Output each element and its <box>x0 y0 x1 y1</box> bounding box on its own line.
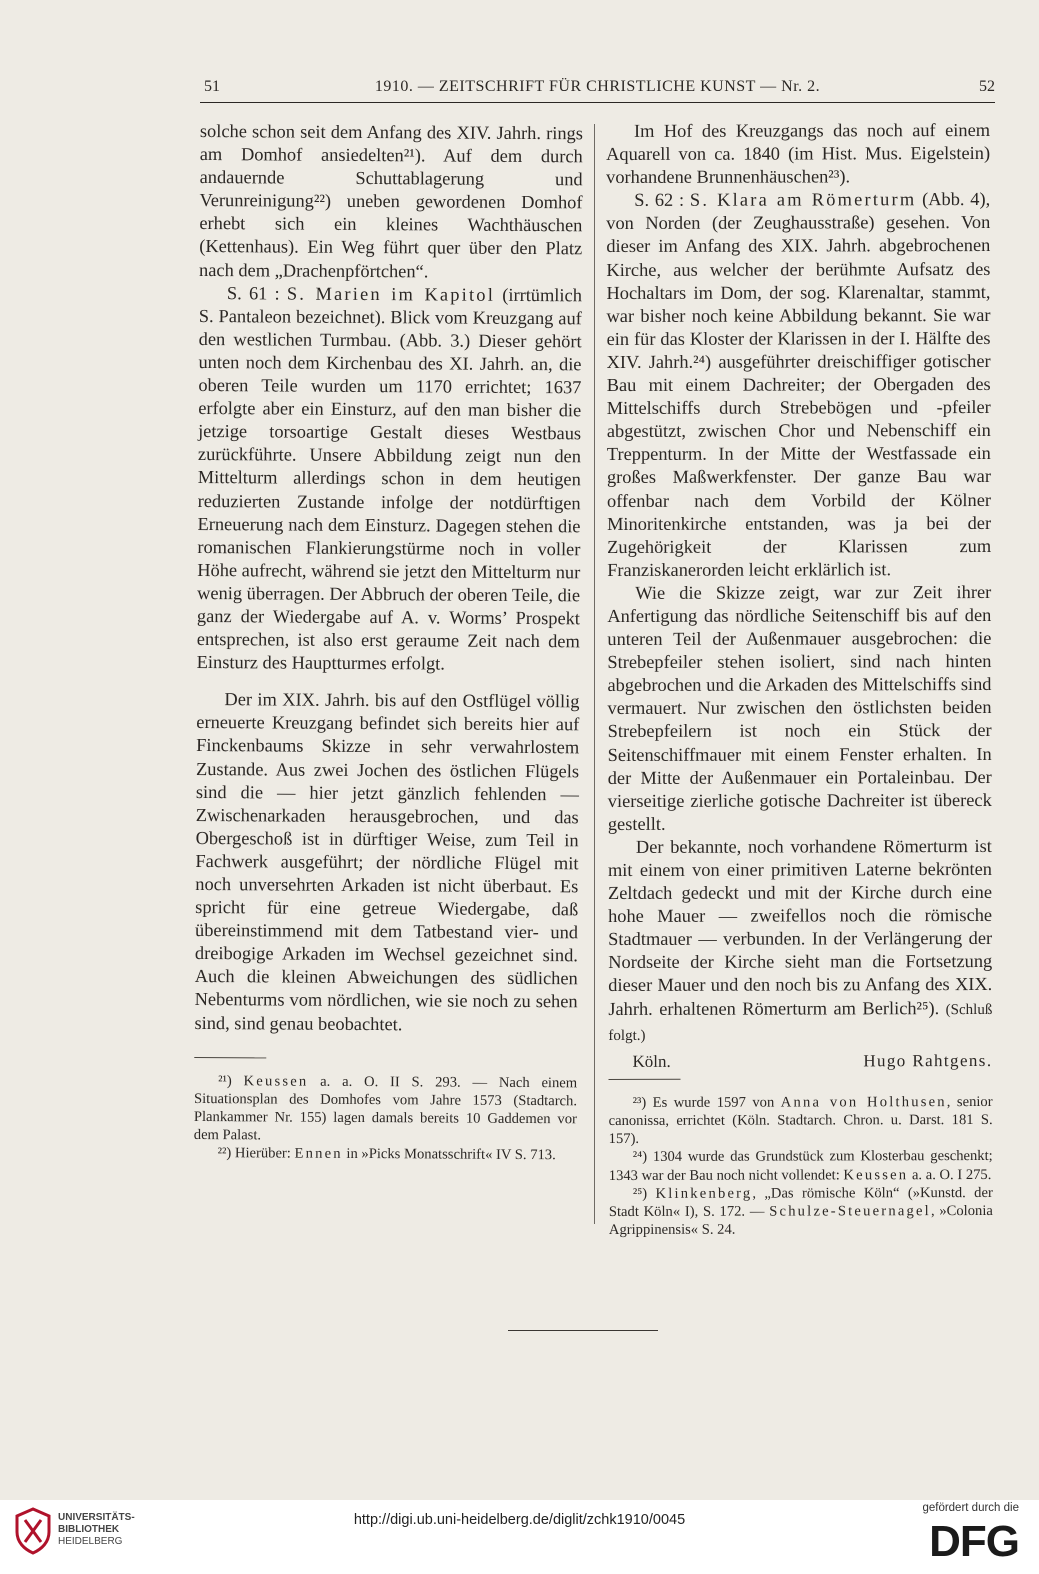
text-span: ²²) Hierüber: <box>217 1145 295 1163</box>
spaced-name: S. Marien im Kapitol <box>286 283 496 305</box>
paragraph: solche schon seit dem Anfang des XIV. Jahrh. rings am Domhof ansiedelten²¹). Auf dem durch andauernde Schuttablagerung und Verunreinigung²²) uneben gewordenen Domhof erhebt sich ein kleines Wachthäuschen (Kettenhaus). Ein Weg führt quer über den Platz nach dem „Drachenpförtchen“. <box>199 120 583 281</box>
paragraph <box>197 282 582 677</box>
left-column <box>194 120 583 1165</box>
text-span: a. a. O. II S. 293. — Nach einem Situationsplan des Domhofes vom Jahre 1573 (Stadtarch. Plankammer Nr. 155) lagen damals bereits 10 Gaddemen vor dem Palast. <box>193 1073 578 1144</box>
page-number-right: 52 <box>979 78 995 95</box>
spaced-name: Klinkenberg <box>655 1185 753 1202</box>
text-span: S. 61 : <box>226 282 287 304</box>
dfg-logo: DFG <box>929 1517 1019 1566</box>
footnote-rule <box>194 1057 266 1058</box>
header-rule <box>200 102 995 103</box>
text-span: , „Das römische Köln“ (»Kunstd. der Stadt Köln« I), S. 172. — <box>608 1184 993 1221</box>
end-rule <box>508 1330 658 1331</box>
paragraph <box>606 188 991 582</box>
text-span: (Abb. 4), von Norden (der Zeughausstraße) gesehen. Von dieser im Anfang des XIX. Jahrh. abgebrochenen Kirche, aus welcher der berühmte Aufsatz des Hochaltars im Dom, der sog. Klarenaltar, stammt, war bisher noch keine Abbildung bekannt. Sie war ein für das Kloster der Klarissen in der I. Hälfte des XIV. Jahrh.²⁴) ausgeführter dreischiffiger gotischer Bau mit einem Dachreiter; der Obergaden des Mittelschiffs durch Strebebögen und -pfeiler abgestützt, zwischen Chor und Nebenschiff ein Treppenturm. In der Mitte der Westfassade ein großes Maßwerkfenster. Der ganze Bau war offenbar nach dem Vorbild der Kölner Minoritenkirche entstanden, was ja bei der Zugehörigkeit der Klarissen zum Franziskanerorden leicht erklärlich ist. <box>606 189 992 580</box>
right-column <box>606 119 993 1239</box>
footnote-21 <box>194 1072 577 1147</box>
footnote-22 <box>194 1144 577 1165</box>
paragraph: Der im XIX. Jahrh. bis auf den Ostflügel völlig erneuerte Kreuzgang befindet sich bereits hier auf Finckenbaums Skizze in sehr verwahrlostem Zustande. Aus zwei Jochen des östlichen Flügels sind die — hier jetzt gänzlich fehlenden — Zwischenarkaden herausgebrochen, und das Obergeschoß ist in dürftiger Weise, zum Teil in Fachwerk ausgeführt; der nördliche Flügel mit noch unversehrten Arkaden ist nicht überbaut. Es spricht für eine getreue Wiedergabe, daß übereinstimmend mit dem Tatbestand vier- und dreibogige Arkaden im Wechsel gezeichnet sind. Auch die kleinen Abweichungen des südlichen Nebenturms vom nördlichen, wie sie noch zu sehen sind, sind genau beobachtet. <box>194 689 580 1034</box>
text-span: (irrtümlich S. Pantaleon bezeichnet). Blick vom Kreuzgang auf den westlichen Turmbau. (Abb. 3.) Dieser gehört unten noch dem Kirchenbau des XI. Jahrh. an, die oberen Teile wurden um 1170 errichtet; 1637 erfolgte aber ein Einsturz, auf den man bisher die jetzige torsoartige Gestalt dieses Westbaus zurückführte. Unsere Abbildung zeigt nun den Mittelturm allerdings schon in dem heutigen reduzierten Zustande infolge der notdürftigen Erneuerung nach dem Einsturz. Dagegen stehen die romanischen Flankierungstürme noch in voller Höhe aufrecht, während sie jetzt den Mittelturm nur wenig überragen. Der Abbruch der oberen Teile, die ganz der Wiedergabe auf A. v. Worms’ Prospekt entsprechen, ist also erst geraume Zeit nach dem Einsturz des Hauptturmes erfolgt. <box>196 284 582 674</box>
spaced-name: Anna von Holthusen <box>780 1093 947 1111</box>
paragraph: Wie die Skizze zeigt, war zur Zeit ihrer Anfertigung das nördliche Seitenschiff bis auf den unteren Teil der Außenmauer ausgebrochen: die Strebepfeiler stehen isoliert, sind nach hinten abgebrochen und die Arkaden des Mittelschiffs sind vermauert. Nur zwischen den östlichsten beiden Strebepfeilern ist noch ein Stück der Seitenschiffmauer mit einem Fenster erhalten. In der Mitte der Außenmauer ein Portaleinbau. Der vierseitige zierliche gotische Dachreiter ist übereck gestellt. <box>607 581 992 834</box>
footnote-24 <box>609 1147 993 1184</box>
text-span: , senior canonissa, errichtet (Köln. Stadtarch. Chron. u. Darst. 181 S. 157). <box>608 1093 993 1148</box>
paragraph <box>608 835 993 1048</box>
paragraph: Im Hof des Kreuzgangs das noch auf einem Aquarell von ca. 1840 (im Hist. Mus. Eigelstein) vorhandene Brunnenhäuschen²³). <box>606 119 991 188</box>
running-header <box>200 78 995 104</box>
text-span: Der bekannte, noch vorhandene Römerturm ist mit einem von einer primitiven Laterne bekrönten Zeltdach gedeckt und mit der Kirche durch eine hohe Mauer — zweifellos noch die römische Stadtmauer — verbunden. In der Verlängerung der Nordseite der Kirche sieht man die Fortsetzung dieser Mauer und den noch bis zu Anfang des XIX. Jahrh. erhaltenen Römerturm am Berlich²⁵). <box>607 835 993 1019</box>
signature-author: Hugo Rahtgens. <box>863 1050 993 1071</box>
text-span: S. 62 : <box>634 190 690 211</box>
library-line: BIBLIOTHEK <box>58 1524 120 1535</box>
footnote-23 <box>609 1093 993 1149</box>
signature <box>608 1049 992 1073</box>
footnote-rule <box>609 1079 681 1080</box>
text-span: a. a. O. I 275. <box>908 1166 992 1183</box>
page-number-left: 51 <box>204 78 220 95</box>
funding-label: gefördert durch die <box>922 1502 1019 1514</box>
library-line: UNIVERSITÄTS- <box>58 1512 135 1523</box>
spaced-name: Keussen <box>243 1072 309 1090</box>
spaced-name: Keussen <box>843 1166 909 1184</box>
conclusion-note: (Schluß folgt.) <box>608 1001 993 1044</box>
text-span: ²¹) <box>218 1072 244 1089</box>
spaced-name: Schulze-Steuernagel <box>769 1203 931 1220</box>
text-span: ²⁴) 1304 wurde das Grundstück zum Klosterbau geschenkt; 1343 war der Bau noch nicht vollendet: <box>608 1148 993 1184</box>
permalink-url[interactable]: http://digi.ub.uni-heidelberg.de/diglit/zchk1910/0045 <box>353 1512 686 1528</box>
text-span: in »Picks Monatsschrift« IV S. 713. <box>342 1146 556 1164</box>
text-span: ²⁵) <box>632 1185 656 1202</box>
text-span: ²³) Es wurde 1597 von <box>632 1094 781 1111</box>
signature-city: Köln. <box>632 1051 671 1071</box>
spaced-name: S. Klara am Römerturm <box>689 189 917 211</box>
library-line: HEIDELBERG <box>58 1536 123 1547</box>
column-divider <box>594 124 595 1224</box>
text-span: , »Colonia Agrippinensis« S. 24. <box>608 1203 993 1239</box>
spaced-name: Ennen <box>294 1146 343 1163</box>
footnote-25 <box>609 1184 993 1240</box>
journal-title: 1910. — ZEITSCHRIFT FÜR CHRISTLICHE KUNST — Nr. 2. <box>374 78 821 95</box>
